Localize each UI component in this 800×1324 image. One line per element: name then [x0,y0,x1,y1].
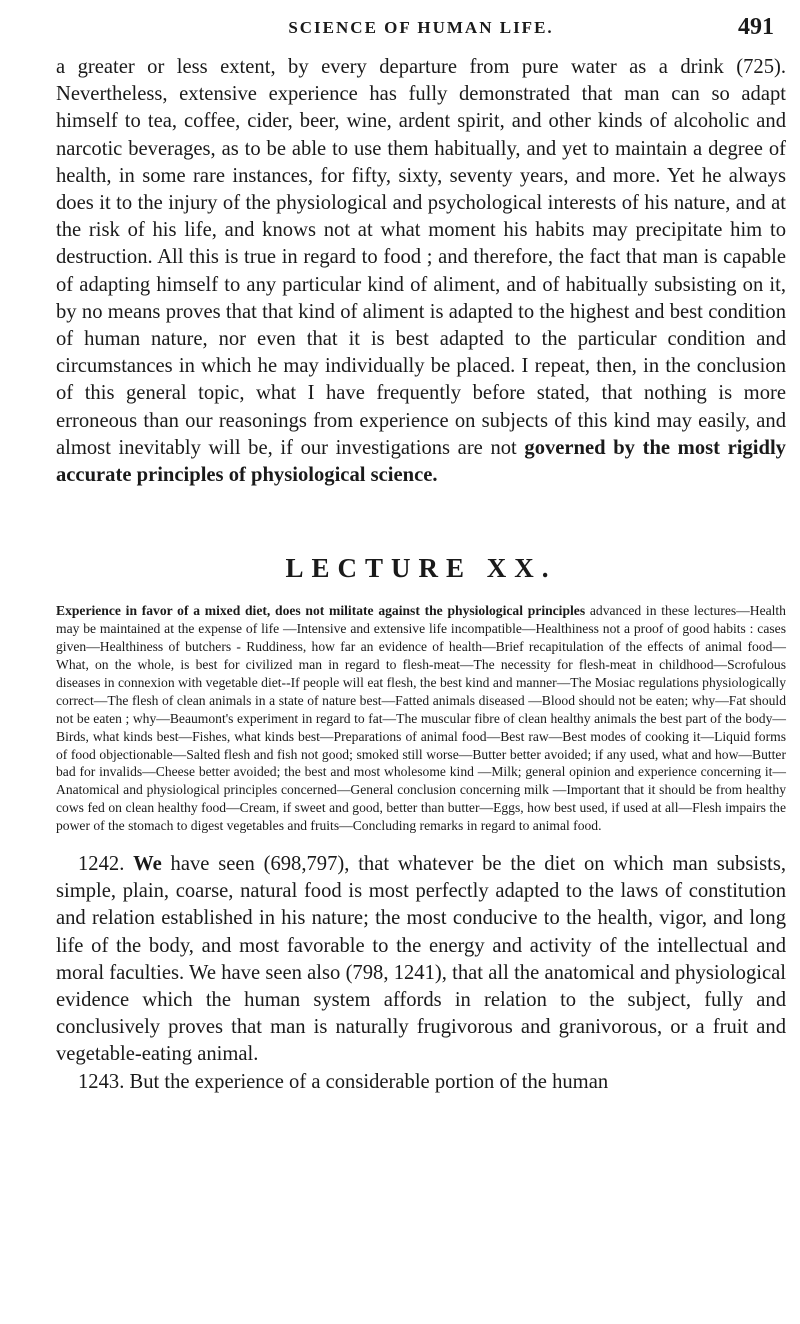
continued-paragraph [56,54,786,489]
lecture-heading: LECTURE XX. [285,553,557,584]
paragraph-1243 [56,1069,786,1096]
section-number: 1242. [78,853,125,876]
section-text: have seen (698,797), that whatever be the diet on which man subsists, simple, plain, coarse, natural food is most perfectly adapted to the laws of constitution and relation established in his nature; the most conducive to the health, vigor, and long life of the body, and most favorable to the energy and activity of the intellectual and moral faculties. We have seen also (798, 1241), that all the anatomical and physiological evidence which the human system affords in relation to the subject, fully and conclusively proves that man is naturally frugivorous and granivorous, or a fruit and vegetable-eating animal. [56,853,786,1066]
section-lead-word: We [133,853,162,876]
lecture-summary [56,602,786,835]
section-text: But the experience of a considerable portion of the human [129,1070,609,1093]
paragraph-bold-tail: governed by the most rigidly accurate principles of physiological science. [56,436,786,487]
page-header [56,12,786,54]
section-number: 1243. [78,1070,125,1093]
page-number: 491 [738,14,774,40]
paragraph-1242 [56,851,786,1069]
summary-lead: Experience in favor of a mixed diet, does not militate against the physiological principles [56,603,586,619]
paragraph-text: a greater or less extent, by every departure from pure water as a drink (725). Nevertheless, extensive experience has fully demonstrated that man can so adapt himself to tea, coffee, cider, beer, wine, ardent spirit, and other kinds of alcoholic and narcotic beverages, as to be able to use them habitually, and yet to maintain a degree of health, in some rare instances, for fifty, sixty, seventy years, and more. Yet he always does it to the injury of the physiological and psychological interests of his nature, and at the risk of his life, and knows not at what moment his habits may precipitate him to destruction. All this is true in regard to food ; and therefore, the fact that man is capable of adapting himself to any particular kind of aliment, and of habitually subsisting on it, by no means proves that that kind of aliment is adapted to the highest and best condition of human nature, nor even that it is best adapted to the particular condition and circumstances in which he may individually be placed. I repeat, then, in the conclusion of this general topic, what I have frequently before stated, that nothing is more erroneous than our reasonings from experience on subjects of this kind may easily, and almost inevitably will be, if our investigations are not [56,56,786,459]
summary-text: advanced in these lectures—Health may be maintained at the expense of life —Intensive and extensive life incompatible—Healthiness not a proof of good habits : cases given—Healthiness of butchers - Ruddiness, how far an evidence of health—Brief recapitulation of the effects of animal food—What, on the whole, is best for civilized man in regard to flesh-meat—The necessity for flesh-meat in childhood—Scrofulous diseases in connexion with vegetable diet--If people will eat flesh, the best kind and manner—The Mosiac regulations physiologically correct—The flesh of clean animals in a state of nature best—Fatted animals diseased —Blood should not be eaten; why—Fat should not be eaten ; why—Beaumont's experiment in regard to fat—The muscular fibre of clean healthy animals the best part of the body—Birds, what kinds best—Fishes, what kinds best—Preparations of animal food—Best raw—Best modes of cooking it—Liquid forms of food objectionable—Salted flesh and fish not good; smoked still worse—Butter better avoided; if any used, what and how—Butter bad for invalids—Cheese better avoided; the best and most wholesome kind —Milk; general opinion and experience concerning it—Anatomical and physiological principles concerned—General conclusion concerning milk —Important that it should be from healthy cows fed on clean healthy food—Cream, if sweet and good, better than butter—Eggs, how best used, if used at all—Flesh impairs the power of the stomach to digest vegetables and fruits—Concluding remarks in regard to animal food. [56,603,786,834]
running-title: SCIENCE OF HUMAN LIFE. [288,18,554,37]
